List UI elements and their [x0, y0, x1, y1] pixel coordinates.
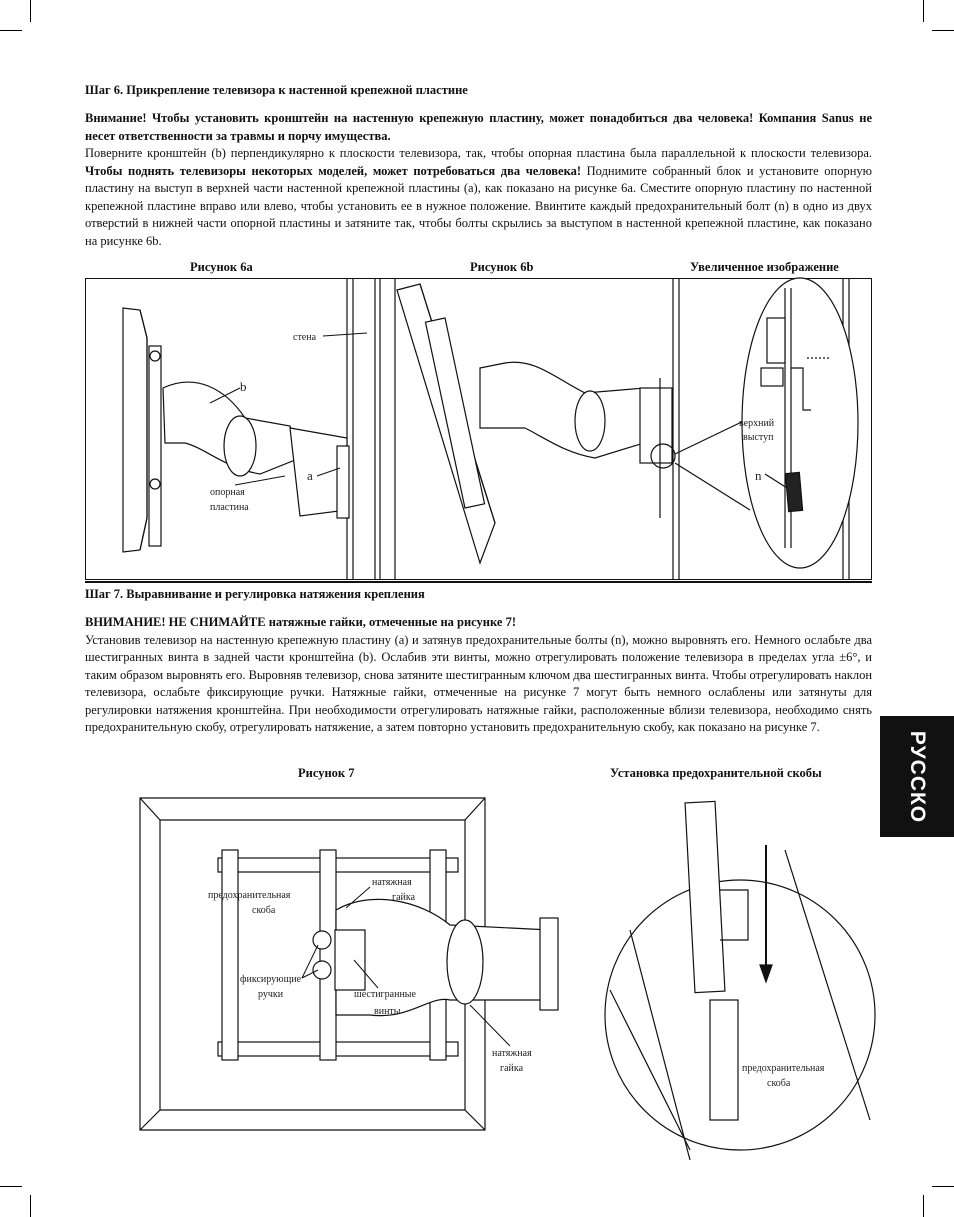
- crop-mark: [923, 0, 924, 22]
- crop-mark: [0, 30, 22, 31]
- label-hex-line2: винты: [374, 1006, 401, 1017]
- label-ledge-line1: верхний: [739, 418, 775, 429]
- label-knobs-line2: ручки: [258, 989, 284, 1000]
- step6-heading: Шаг 6. Прикрепление телевизора к настенной крепежной пластине: [85, 83, 468, 97]
- step7-warning: ВНИМАНИЕ! НЕ СНИМАЙТЕ натяжные гайки, отмеченные на рисунке 7!: [85, 615, 516, 629]
- label-tension2-line1: натяжная: [492, 1048, 532, 1059]
- crop-mark: [923, 1195, 924, 1217]
- step6-text: [85, 110, 872, 250]
- label-ledge-line2: выступ: [743, 432, 774, 443]
- label-a: a: [307, 468, 313, 483]
- section-divider: [85, 581, 872, 583]
- figure-6b-caption: Рисунок 6b: [470, 260, 534, 274]
- label-zoom-bracket-line2: скоба: [767, 1078, 791, 1089]
- language-tab: [880, 716, 954, 837]
- step6-body: Поверните кронштейн (b) перпендикулярно к плоскости телевизора, так, чтобы опорная пластина была параллельной к плоскости телевизора. Чтобы поднять телевизоры некоторых моделей, может потребоваться два человека! Поднимите собранный блок и установите опорную пластину на выступ в верхней части настенной крепежной пластины (a), как показано на рисунке 6a. Сместите опорную пластину по настенной крепежной пластине вправо или влево, чтобы установить ее в нужное положение. Ввинтите каждый предохранительный болт (n) в одно из двух отверстий в нижней части опорной пластины и затяните так, чтобы болты скрылись за выступом в настенной крепежной пластине, как показано на рисунке 6b.: [85, 146, 872, 248]
- label-b: b: [240, 379, 247, 394]
- label-tension-line2: гайка: [392, 892, 416, 903]
- label-plate-line2: пластина: [210, 502, 249, 513]
- label-hex-line1: шестигранные: [354, 989, 416, 1000]
- crop-mark: [30, 1195, 31, 1217]
- crop-mark: [0, 1186, 22, 1187]
- label-plate-line1: опорная: [210, 487, 245, 498]
- label-bracket-line2: скоба: [252, 905, 276, 916]
- step7-text: [85, 614, 872, 737]
- label-tension-line1: натяжная: [372, 877, 412, 888]
- step6-warning: Внимание! Чтобы установить кронштейн на настенную крепежную пластину, может понадобиться два человека! Компания Sanus не несет ответственности за травмы и порчу имущества.: [85, 111, 872, 143]
- language-tab-label: РУССКО: [906, 730, 929, 823]
- figure-6a-caption: Рисунок 6a: [190, 260, 253, 274]
- crop-mark: [932, 1186, 954, 1187]
- label-zoom-bracket-line1: предохранительная: [742, 1063, 825, 1074]
- figure-7-caption: Рисунок 7: [298, 766, 355, 780]
- label-n: n: [755, 468, 762, 483]
- crop-mark: [932, 30, 954, 31]
- label-bracket-line1: предохранительная: [208, 890, 291, 901]
- figure-zoom-caption: Увеличенное изображение: [690, 260, 839, 274]
- step7-body: Установив телевизор на настенную крепежную пластину (a) и затянув предохранительные болты (n), можно выровнять его. Немного ослабьте два шестигранных винта в задней части кронштейна (b). Ослабив эти винты, можно отрегулировать положение телевизора в пределах угла ±6°, и таким образом выровнять его. Выровняв телевизор, снова затяните шестигранным ключом два шестигранных винта. Чтобы отрегулировать наклон телевизора, ослабьте фиксирующие ручки. Натяжные гайки, отмеченные на рисунке 7 могут быть немного ослаблены или затянуты для регулировки натяжения кронштейна. При необходимости отрегулировать натяжные гайки, расположенные вблизи телевизора, необходимо снять предохранительную скобу, отрегулировать натяжение, а затем повторно установить предохранительную скобу, как показано на рисунке 7.: [85, 632, 873, 734]
- figure-bracket-caption: Установка предохранительной скобы: [610, 766, 822, 780]
- figure-7-illustration: [130, 790, 870, 1160]
- figure-6-illustration: [85, 278, 872, 580]
- step7-heading: Шаг 7. Выравнивание и регулировка натяжения крепления: [85, 587, 425, 601]
- label-wall: стена: [293, 332, 317, 343]
- crop-mark: [30, 0, 31, 22]
- label-knobs-line1: фиксирующие: [240, 974, 302, 985]
- label-tension2-line2: гайка: [500, 1063, 524, 1074]
